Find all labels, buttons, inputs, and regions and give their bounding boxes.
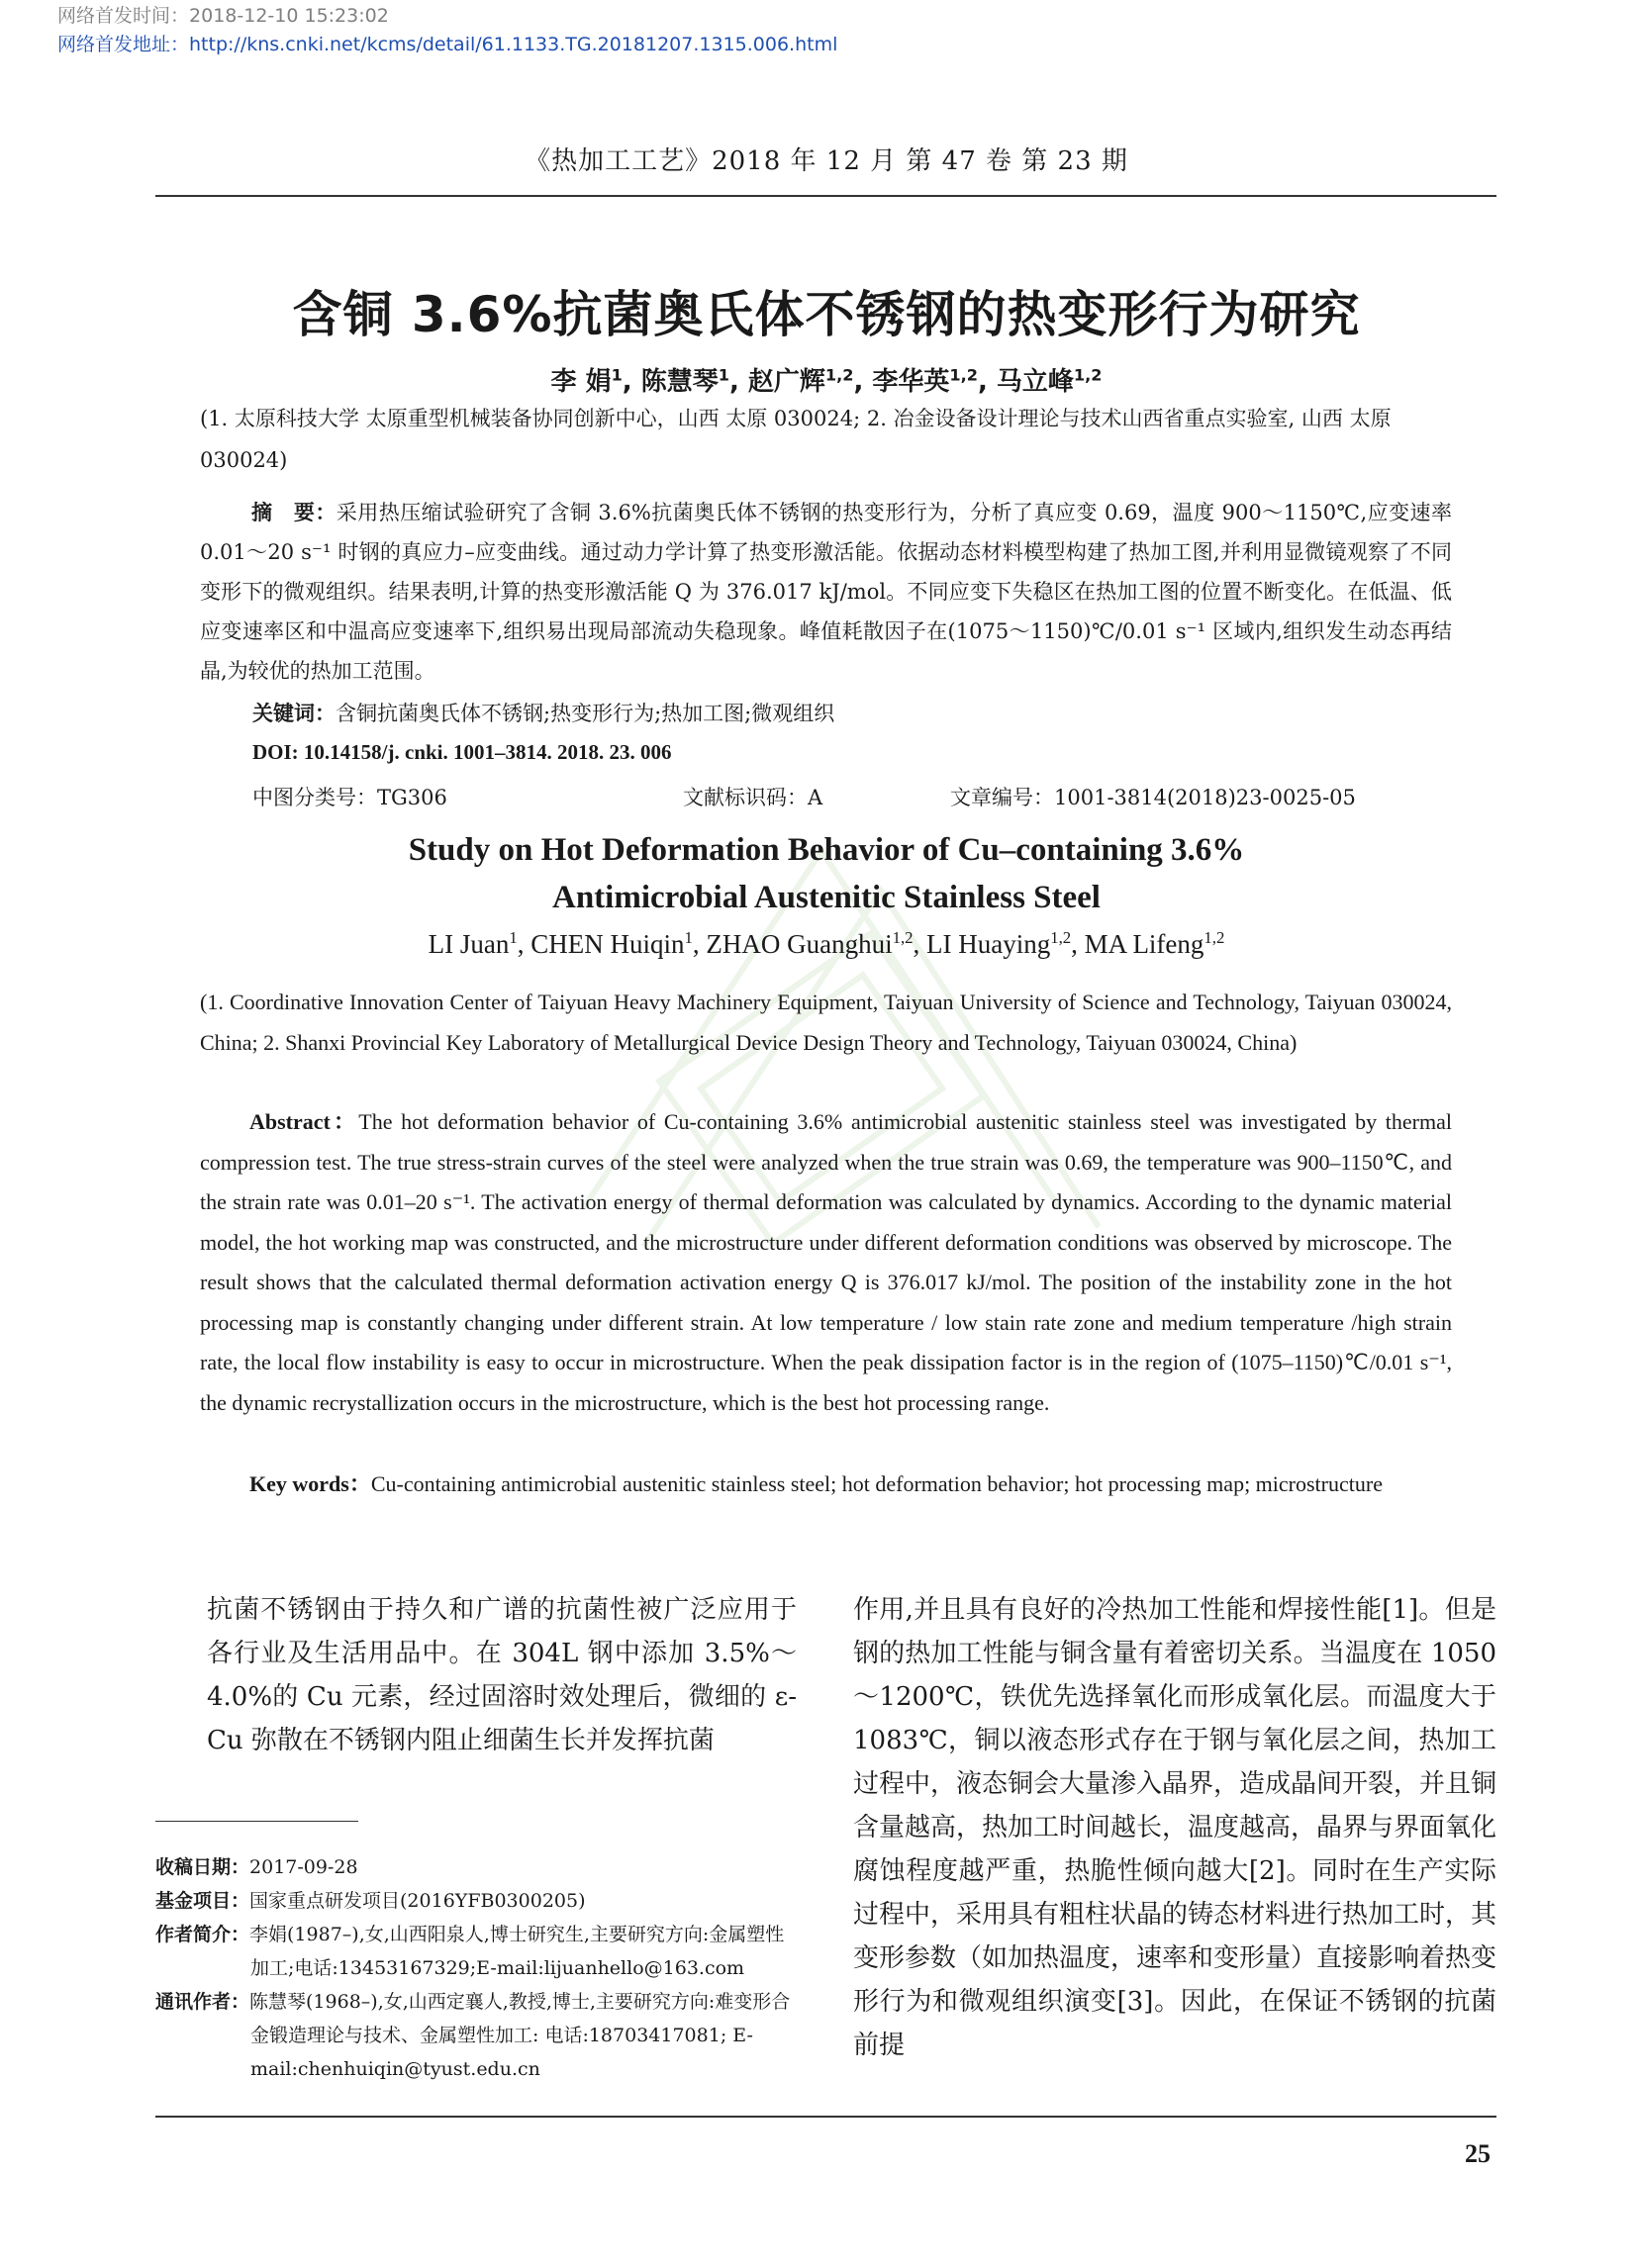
footnote-text: 国家重点研发项目(2016YFB0300205): [249, 1890, 586, 1912]
affiliation-en: (1. Coordinative Innovation Center of Taiyuan Heavy Machinery Equipment, Taiyuan University of Science and Technology, Taiyuan 030024, China; 2. Shanxi Provincial Key Laboratory of Metallurgical Device Design Theory and Technology, Taiyuan 030024, China): [200, 990, 1452, 1055]
paper-title-cn: 含铜 3.6%抗菌奥氏体不锈钢的热变形行为研究: [292, 286, 1361, 343]
author-cn: 李 娟: [550, 367, 612, 397]
author-en-sup: 1,2: [1050, 928, 1072, 947]
article-number: 文章编号：1001-3814(2018)23-0025-05: [950, 786, 1356, 809]
author-cn-sup: 1,2: [1073, 365, 1103, 385]
title-en-line2: Antimicrobial Austenitic Stainless Steel: [552, 880, 1101, 915]
clc-number: 中图分类号：TG306: [252, 786, 447, 809]
keywords-cn-label: 关键词：: [252, 702, 336, 725]
body-paragraph: 抗菌不锈钢由于持久和广谱的抗菌性被广泛应用于各行业及生活用品中。在 304L 钢中添加 3.5%～4.0%的 Cu 元素，经过固溶时效处理后，微细的 ε-Cu 弥散在不锈钢内阻止细菌生长并发挥抗菌: [207, 1595, 797, 1755]
abstract-en: [200, 1102, 1452, 1423]
abstract-cn-label: 摘 要：: [251, 501, 337, 524]
title-en-line1: Study on Hot Deformation Behavior of Cu–containing 3.6%: [408, 832, 1245, 868]
author-en: MA Lifeng: [1084, 929, 1204, 959]
author-cn: 陈慧琴: [640, 367, 719, 397]
meta-addr-label: 网络首发地址：: [57, 34, 190, 55]
keywords-cn-text: 含铜抗菌奥氏体不锈钢;热变形行为;热加工图;微观组织: [336, 702, 835, 725]
keywords-en-text: Cu-containing antimicrobial austenitic stainless steel; hot deformation behavior; hot processing map; microstructure: [370, 1471, 1383, 1496]
meta-time-value: 2018-12-10 15:23:02: [189, 5, 389, 27]
author-cn: 赵广辉: [747, 367, 825, 397]
authors-en: LI Juan$^1$, CHEN Huiqin$^1$, ZHAO Guanghui$^{1,2}$, LI Huaying$^{1,2}$, MA Lifeng$^{1,2}$: [428, 928, 1225, 959]
author-cn-sup: 1: [611, 365, 623, 385]
footnote-label: 基金项目：: [155, 1890, 250, 1912]
publication-meta: [57, 2, 837, 59]
header-rule: [155, 195, 1496, 197]
author-cn: 马立峰: [996, 367, 1074, 397]
author-en-sup: 1: [684, 928, 693, 947]
author-en: LI Juan: [428, 929, 510, 959]
author-en-sup: 1,2: [1204, 928, 1225, 947]
abstract-en-label: Abstract：: [249, 1109, 359, 1134]
footnote-corresponding: [155, 1985, 797, 2086]
doi: DOI: 10.14158/j. cnki. 1001–3814. 2018. 23. 006: [252, 740, 672, 764]
footnote-rule: [155, 1821, 358, 1822]
keywords-en: [200, 1465, 1452, 1504]
footnote-author: [155, 1918, 797, 1985]
author-en: CHEN Huiqin: [530, 929, 685, 959]
abstract-en-text: The hot deformation behavior of Cu-containing 3.6% antimicrobial austenitic stainless steel was investigated by thermal compression test. The true stress-strain curves of the steel were analyzed when the true strain was 0.69, the temperature was 900–1150℃, and the strain rate was 0.01–20 s⁻¹. The activation energy of thermal deformation was calculated by dynamics. According to the dynamic material model, the hot working map was constructed, and the microstructure under different deformation conditions was observed by microscope. The result shows that the calculated thermal deformation activation energy Q is 376.017 kJ/mol. The position of the instability zone in the hot processing map is constantly changing under different strain. At low temperature / low stain rate zone and medium temperature /high strain rate, the local flow instability is easy to occur in microstructure. When the peak dissipation factor is in the region of (1075–1150)℃/0.01 s⁻¹, the dynamic recrystallization occurs in the microstructure, which is the best hot processing range.: [200, 1109, 1452, 1415]
author-en: LI Huaying: [926, 929, 1051, 959]
footnote-received: [155, 1850, 797, 1884]
body-paragraph: 作用,并且具有良好的冷热加工性能和焊接性能[1]。但是钢的热加工性能与铜含量有着密切关系。当温度在 1050～1200℃，铁优先选择氧化而形成氧化层。而温度大于 1083℃，铜以液态形式存在于钢与氧化层之间，热加工过程中，液态铜会大量渗入晶界，造成晶间开裂，并且铜含量越高，热加工时间越长，温度越高，晶界与界面氧化腐蚀程度越严重，热脆性倾向越大[2]。同时在生产实际过程中，采用具有粗柱状晶的铸态材料进行热加工时，其变形参数（如加热温度，速率和变形量）直接影响着热变形行为和微观组织演变[3]。因此，在保证不锈钢的抗菌前提: [853, 1595, 1497, 2060]
footnote-text: 2017-09-28: [249, 1856, 358, 1878]
body-column-left: [155, 1588, 797, 1762]
footnote-label: 收稿日期：: [155, 1856, 250, 1878]
author-en: ZHAO Guanghui: [706, 929, 893, 959]
footnote-label: 作者简介：: [155, 1924, 250, 1945]
footnote-fund: [155, 1884, 797, 1918]
body-column-right: [853, 1588, 1496, 2067]
footnote-text: 李娟(1987–),女,山西阳泉人,博士研究生,主要研究方向:金属塑性加工;电话:13453167329;E-mail:lijuanhello@163.com: [249, 1924, 785, 1979]
page-number: 25: [1465, 2139, 1491, 2168]
meta-addr-link[interactable]: http://kns.cnki.net/kcms/detail/61.1133.TG.20181207.1315.006.html: [189, 34, 838, 55]
keywords-cn: [252, 698, 1452, 727]
keywords-en-label: Key words：: [249, 1471, 371, 1496]
footnotes: [155, 1850, 797, 2086]
author-cn-sup: 1,2: [824, 365, 854, 385]
running-header: 《热加工工艺》2018 年 12 月 第 47 卷 第 23 期: [525, 146, 1128, 176]
footnote-label: 通讯作者：: [155, 1991, 250, 2013]
abstract-cn: [200, 493, 1452, 691]
paper-title-en: [158, 826, 1494, 921]
meta-time-label: 网络首发时间：: [57, 5, 190, 27]
author-en-sup: 1,2: [892, 928, 914, 947]
document-code: 文献标识码：A: [683, 786, 823, 809]
author-cn-sup: 1,2: [949, 365, 978, 385]
abstract-cn-text: 采用热压缩试验研究了含铜 3.6%抗菌奥氏体不锈钢的热变形行为，分析了真应变 0.69，温度 900～1150℃,应变速率 0.01～20 s⁻¹ 时钢的真应力–应变曲线。通过动力学计算了热变形激活能。依据动态材料模型构建了热加工图,并利用显微镜观察了不同变形下的微观组织。结果表明,计算的热变形激活能 Q 为 376.017 kJ/mol。不同应变下失稳区在热加工图的位置不断变化。在低温、低应变速率区和中温高应变速率下,组织易出现局部流动失稳现象。峰值耗散因子在(1075～1150)℃/0.01 s⁻¹ 区域内,组织发生动态再结晶,为较优的热加工范围。: [200, 501, 1452, 683]
affiliation-cn: (1. 太原科技大学 太原重型机械装备协同创新中心，山西 太原 030024; 2. 冶金设备设计理论与技术山西省重点实验室, 山西 太原 030024): [200, 407, 1392, 472]
author-cn-sup: 1: [718, 365, 729, 385]
author-en-sup: 1: [509, 928, 518, 947]
authors-cn: 李 娟$^1$, 陈慧琴$^1$, 赵广辉$^{1,2}$, 李华英$^{1,2}$, 马立峰$^{1,2}$: [550, 365, 1103, 397]
footnote-text: 陈慧琴(1968–),女,山西定襄人,教授,博士,主要研究方向:难变形合金锻造理论与技术、金属塑性加工: 电话:18703417081; E-mail:chenhuiqin@tyust.edu.cn: [249, 1991, 791, 2080]
footer-rule: [155, 2116, 1496, 2118]
author-cn: 李华英: [872, 367, 950, 397]
